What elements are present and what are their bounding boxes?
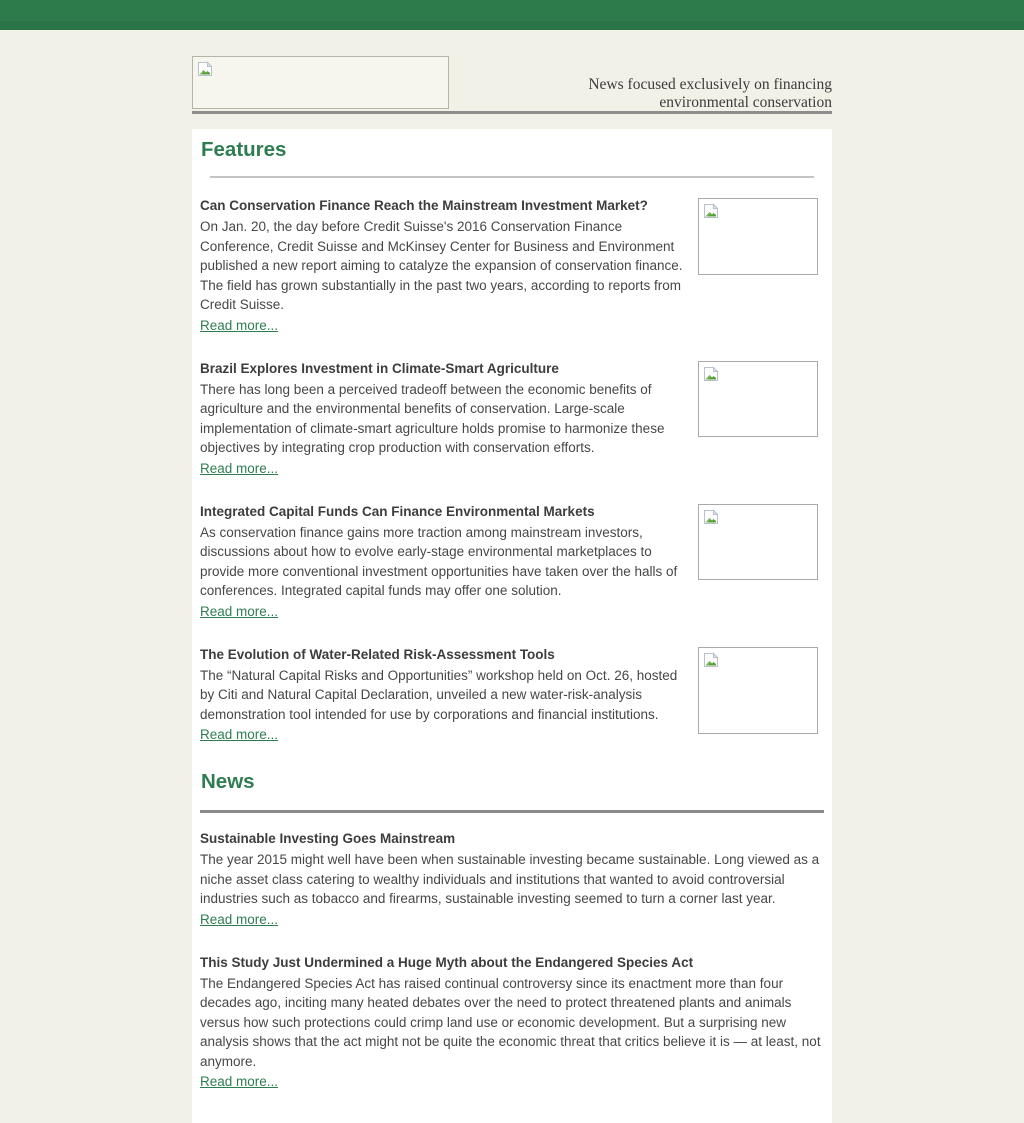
- feature-article: [200, 647, 824, 745]
- feature-article: [200, 504, 824, 621]
- news-article: [200, 831, 824, 929]
- read-more-link[interactable]: Read more...: [200, 603, 279, 619]
- header-bar: [0, 0, 1024, 30]
- page-container: [192, 30, 832, 1123]
- features-divider: [210, 176, 814, 178]
- broken-image-icon: [703, 509, 719, 525]
- content-area: [192, 129, 832, 1123]
- broken-image-icon: [197, 61, 213, 77]
- feature-article: [200, 198, 824, 335]
- read-more-link[interactable]: Read more...: [200, 1074, 279, 1089]
- newsletter-header: [192, 30, 832, 114]
- article-thumbnail-placeholder: [698, 647, 818, 734]
- article-title: This Study Just Undermined a Huge Myth about the Endangered Species Act: [200, 954, 694, 970]
- news-section: [200, 770, 824, 1091]
- article-title: Integrated Capital Funds Can Finance Environmental Markets: [200, 503, 595, 519]
- article-title: Can Conservation Finance Reach the Mainstream Investment Market?: [200, 198, 648, 213]
- article-summary: The year 2015 might well have been when sustainable investing became sustainable. Long viewed as a niche asset class catering to wealthy individuals and institutions that wanted to avoid controversial industries such as tobacco and firearms, sustainable investing seemed to turn a corner last year.: [200, 852, 820, 906]
- article-title: The Evolution of Water-Related Risk-Assessment Tools: [200, 646, 555, 662]
- logo-image-placeholder: [192, 56, 449, 109]
- read-more-link[interactable]: Read more...: [200, 911, 279, 927]
- article-summary: The Endangered Species Act has raised continual controversy since its enactment more than four decades ago, inciting many heated debates over the need to protect threatened plants and animals versus how such protections could crimp land use or economic development. But a surprising new analysis shows that the act might not be quite the economic threat that critics believe it is — at least, not anymore.: [200, 975, 821, 1069]
- tagline: News focused exclusively on financing environmental conservation: [588, 76, 832, 111]
- broken-image-icon: [703, 203, 719, 219]
- news-heading: News: [201, 770, 255, 793]
- broken-image-icon: [703, 366, 719, 382]
- article-title: Brazil Explores Investment in Climate-Smart Agriculture: [200, 360, 559, 376]
- broken-image-icon: [703, 652, 719, 668]
- article-summary: There has long been a perceived tradeoff between the economic benefits of agriculture and the environmental benefits of conservation. Large-scale implementation of climate-smart agriculture holds promise to harmonize these objectives by integrating crop production with conservation efforts.: [200, 381, 665, 455]
- article-title: Sustainable Investing Goes Mainstream: [200, 831, 456, 846]
- article-summary: On Jan. 20, the day before Credit Suisse's 2016 Conservation Finance Conference, Credit Suisse and McKinsey Center for Business and Environment published a new report aiming to catalyze the expansion of conservation finance. The field has grown substantially in the past two years, according to reports from Credit Suisse.: [200, 219, 683, 312]
- article-summary: As conservation finance gains more traction among mainstream investors, discussions about how to evolve early-stage environmental marketplaces to provide more conventional investment opportunities have taken over the halls of conferences. Integrated capital funds may offer one solution.: [200, 524, 678, 598]
- article-thumbnail-placeholder: [698, 361, 818, 437]
- news-divider: [200, 810, 824, 813]
- header-divider: [192, 111, 832, 114]
- read-more-link[interactable]: Read more...: [200, 460, 279, 476]
- read-more-link[interactable]: Read more...: [200, 727, 279, 742]
- features-heading: Features: [201, 138, 287, 161]
- news-article: [200, 955, 824, 1092]
- feature-article: [200, 361, 824, 478]
- article-thumbnail-placeholder: [698, 198, 818, 275]
- article-thumbnail-placeholder: [698, 504, 818, 580]
- article-summary: The “Natural Capital Risks and Opportunities” workshop held on Oct. 26, hosted by Citi and Natural Capital Declaration, unveiled a new water-risk-analysis demonstration tool intended for use by corporations and financial institutions.: [200, 667, 678, 722]
- read-more-link[interactable]: Read more...: [200, 317, 279, 333]
